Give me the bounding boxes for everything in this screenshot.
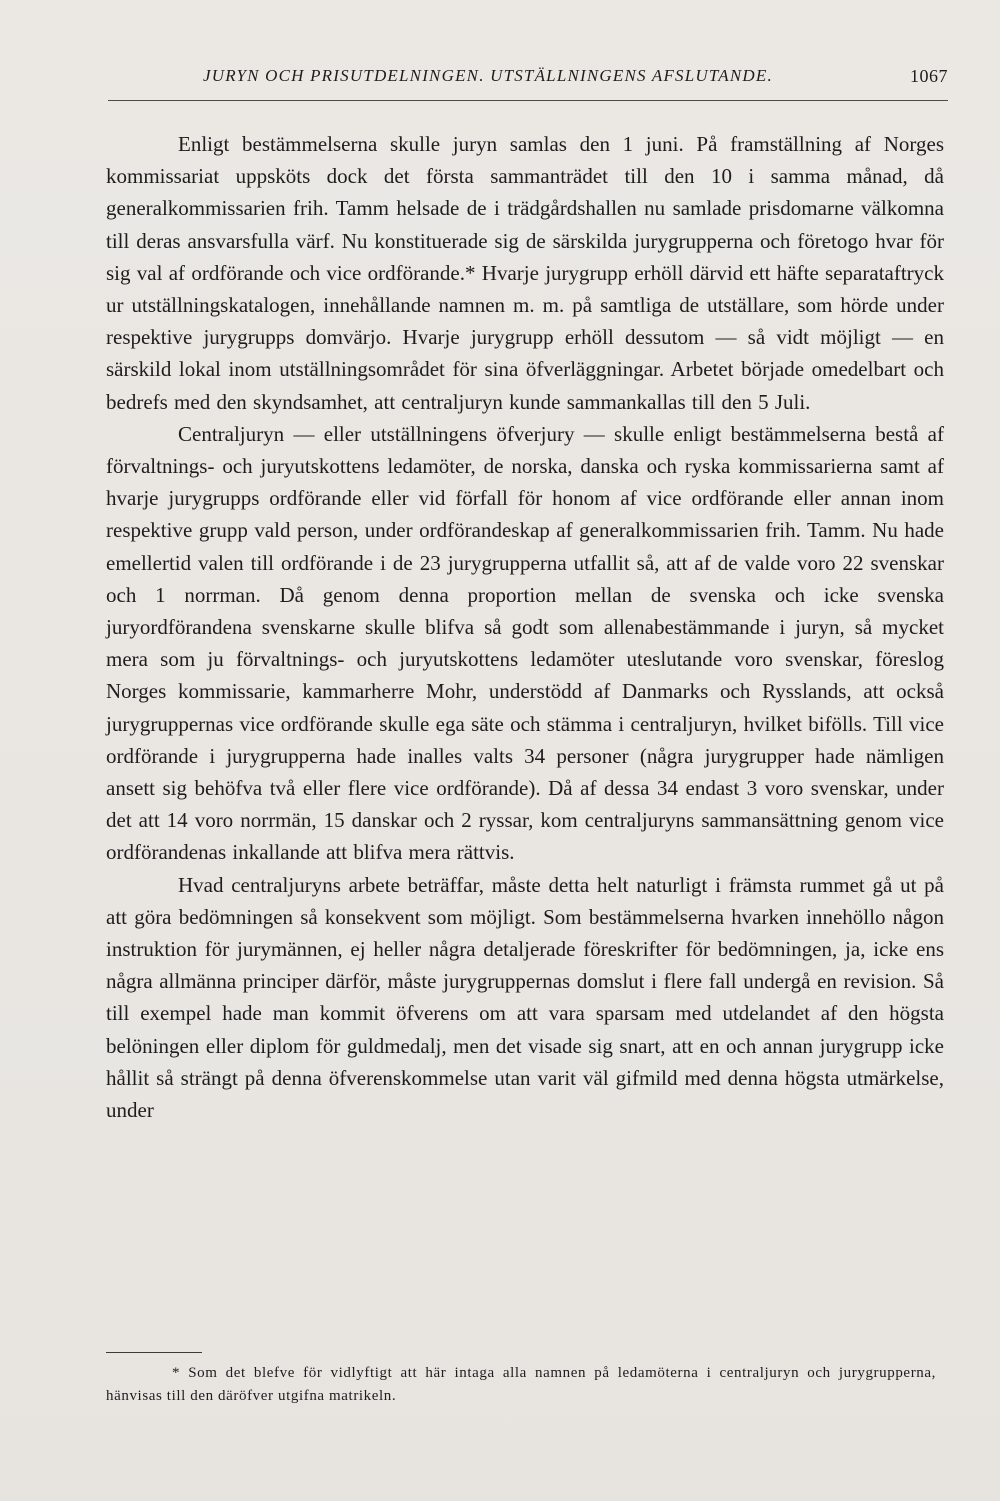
paragraph-2: Centraljuryn — eller utställningens öfverjury — skulle enligt bestämmelserna bestå af förvaltnings- och juryutskottens ledamöter, de norska, danska och ryska kommissarierna samt af hvarje jurygrupps ordförande eller vid förfall för honom af vice ordförande eller annan inom respektive grupp vald person, under ordförandeskap af generalkommissarien frih. Tamm. Nu hade emellertid valen till ordförande i de 23 jurygrupperna utfallit så, att af de valde voro 22 svenskar och 1 norrman. Då genom denna proportion mellan de svenska och icke svenska juryordförandena svenskarne skulle blifva så godt som allenabestämmande i juryn, så mycket mera som ju förvaltnings- och juryutskottens ledamöter uteslutande voro svenskar, föreslog Norges kommissarie, kammarherre Mohr, understödd af Danmarks och Rysslands, att också jurygruppernas vice ordförande skulle ega säte och stämma i centraljuryn, hvilket bifölls. Till vice ordförande i jurygrupperna hade inalles valts 34 personer (några jurygrupper hade nämligen ansett sig behöfva två eller flere vice ordförande). Då af dessa 34 endast 3 voro svenskar, under det att 14 voro norrmän, 15 danskar och 2 ryssar, kom centraljuryns sammansättning genom vice ordförandenas inkallande att blifva mera rättvis. [106,421,944,865]
running-title: JURYN OCH PRISUTDELNINGEN. UTSTÄLLNINGENS AFSLUTANDE. [203,66,773,85]
footnote-rule [106,1352,202,1353]
footnote: * Som det blefve för vidlyftigt att här intaga alla namnen på ledamöterna i centraljuryn och jurygrupperna, hänvisas till den däröfver utgifna matrikeln. [106,1365,936,1404]
page-header [108,58,948,98]
page-number: 1067 [910,66,948,86]
paragraph-1: Enligt bestämmelserna skulle juryn samlas den 1 juni. På framställning af Norges kommissariat uppsköts dock det första sammanträdet till den 10 i samma månad, då generalkommissarien frih. Tamm helsade de i trädgårdshallen nu samlade prisdomarne välkomna till deras ansvarsfulla värf. Nu konstituerade sig de särskilda jurygrupperna och företogo hvar för sig val af ordförande och vice ordförande.* Hvarje jurygrupp erhöll därvid ett häfte separataftryck ur utställningskatalogen, innehållande namnen m. m. på samtliga de utställare, som hörde under respektive jurygrupps domvärjo. Hvarje jurygrupp erhöll dessutom — så vidt möjligt — en särskild lokal inom utställningsområdet för sina öfverläggningar. Arbetet började omedelbart och bedrefs med den skyndsamhet, att centraljuryn kunde sammankallas till den 5 Juli. [106,132,944,414]
paragraph-3: Hvad centraljuryns arbete beträffar, måste detta helt naturligt i främsta rummet gå ut på att göra bedömningen så konsekvent som möjligt. Som bestämmelserna hvarken innehöllo någon instruktion för jurymännen, ej heller några detaljerade föreskrifter för bedömningen, ja, icke ens några allmänna principer därför, måste jurygruppernas domslut i flere fall undergå en revision. Så till exempel hade man kommit öfverens om att vara sparsam med utdelandet af den högsta belöningen eller diplom för guldmedalj, men det visade sig snart, att en och annan jurygrupp icke hållit så strängt på denna öfverenskommelse utan varit väl gifmild med denna högsta utmärkelse, under [106,872,944,1123]
header-rule [108,100,948,101]
body-text [106,128,944,1126]
